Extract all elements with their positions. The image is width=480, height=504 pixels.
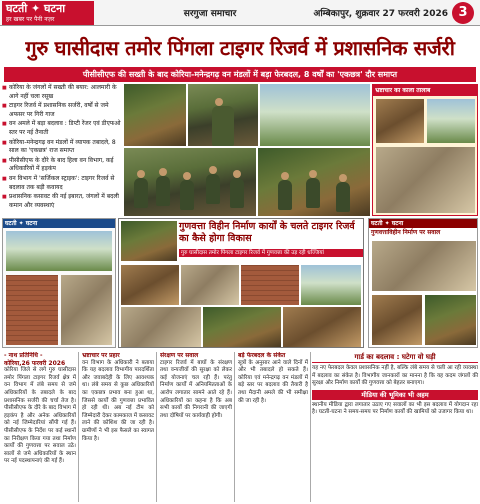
- right-news-panel: [372, 84, 478, 216]
- article-column: [238, 352, 308, 502]
- reserve-landscape-photo: [260, 84, 370, 146]
- newspaper-logo: [2, 1, 94, 25]
- sidebar-text: स्थानीय मीडिया द्वारा लगातार उठाए गए सवालों का भी इस बदलाव में योगदान रहा है। घटती-घटना ने समय-समय पर निर्माण कार्यों की खामियों को उजागर किया था।: [312, 401, 478, 416]
- panel-photo: [376, 147, 475, 213]
- right-panel-title: भ्रष्टाचार का काला तालाब: [373, 85, 477, 96]
- inset-photo: [6, 231, 112, 271]
- sidebar-subheading: मीडिया की भूमिका भी अहम: [312, 390, 478, 400]
- forest-photo: [124, 84, 186, 146]
- highlight-item: ■ प्रशासनिक कसावट की नई इबारत, जंगलों में बदली कमान और व्यवस्थाएं: [2, 193, 122, 210]
- column-text: कोरिया जिले से लगे गुरु घासीदास तमोर पिंगला टाइगर रिजर्व क्षेत्र में वन विभाग में लंबे समय से जमे अधिकारियों के तबादले के बाद प्रशासनिक सर्जरी की चर्चा तेज है। पीसीसीएफ के दौरे के बाद विभाग में हड़कंप है और अनेक अधिकारियों को नई जिम्मेदारियां सौंपी गई हैं। पीसीसीएफ के निर्देश पर कई स्थानों का निरीक्षण किया गया तथा निर्माण कार्यों की गुणवत्ता पर सवाल उठे। सालों से जमे अधिकारियों के स्थान पर नई पदस्थापनाएं की गई हैं।: [4, 367, 76, 465]
- inset-right-page: [368, 218, 478, 348]
- panel-photo: [376, 99, 424, 143]
- section-title: सरगुजा समाचार: [183, 9, 237, 19]
- highlight-item: ■ वन विभाग में 'सर्जिकल स्ट्राइक': टाइगर रिजर्व से बदलाव तक बड़ी कवायद: [2, 175, 122, 192]
- feature-photo: [203, 307, 281, 347]
- byline: - नाथ प्रतिनिधि -: [4, 352, 43, 359]
- column-text: वन विभाग के अधिकारी ने बताया कि यह बदलाव विभागीय पारदर्शिता और जवाबदेही के लिए आवश्यक था। लंबे समय से कुछ अधिकारियों का एकछत्र प्रभाव बना हुआ था, जिससे कार्यों की गुणवत्ता प्रभावित हो रही थी। अब नई टीम को जिम्मेदारी देकर कामकाज में कसावट लाने की कोशिश की जा रही है। ग्रामीणों ने भी इस फैसले का स्वागत किया है।: [82, 359, 154, 442]
- highlight-item: ■ वन अमले में बड़ा बदलाव : डिप्टी रेंजर एवं डीएफओ स्तर पर नई तैनाती: [2, 120, 122, 137]
- inset-newspaper-page: [2, 218, 116, 348]
- article-column: [4, 352, 76, 502]
- inset-right-band: घटती ✦ घटना: [369, 219, 477, 228]
- sidebar-heading: गार्ड का बदलाव : घटेगा वो घड़ी: [312, 352, 478, 363]
- highlight-item: ■ कोरिया के जंगलों में सख्ती की बयार: आलमारी के आगे नहीं चला रसूख: [2, 84, 122, 101]
- column-text: टाइगर रिजर्व में बाघों के संरक्षण तथा वन्यजीवों की सुरक्षा को लेकर कई योजनाएं चल रही हैं। परंतु निर्माण कार्यों में अनियमितताओं के आरोप लगातार सामने आते रहे हैं। अधिकारियों का कहना है कि अब सभी कार्यों की निगरानी की जाएगी तथा दोषियों पर कार्यवाही होगी।: [160, 359, 232, 419]
- highlight-item: ■ कोरिया-मनेन्द्रगढ़ वन मंडलों में व्यापक तबादले, 8 साल का 'एकछत्र' राज समाप्त: [2, 139, 122, 156]
- sidebar-text: यह नए फेरबदल केवल प्रशासनिक नहीं है, बल्कि लंबे समय से चली आ रही व्यवस्था में बदलाव का संकेत है। विभागीय जानकारों का मानना है कि यह कदम जंगलों की सुरक्षा और निर्माण कार्यों की गुणवत्ता को बेहतर बनाएगा।: [312, 365, 478, 387]
- column-heading: संरक्षण पर सवाल: [160, 352, 199, 359]
- feature-photo: [121, 307, 201, 347]
- sidebar-box: [312, 352, 478, 502]
- article-column: [82, 352, 154, 502]
- inset-photo: [372, 241, 476, 291]
- feature-photo: [181, 265, 239, 305]
- inset-page-band: घटती ✦ घटना: [3, 219, 115, 228]
- inset-photo: [6, 275, 58, 345]
- highlights-list: [2, 84, 122, 216]
- panel-photo: [427, 99, 475, 143]
- officer-portrait-photo: [188, 84, 258, 146]
- dateline: अम्बिकापुर, शुक्रवार 27 फरवरी 2026: [313, 9, 448, 19]
- feature-photo: [121, 265, 179, 305]
- field-inspection-photo: [258, 148, 370, 216]
- article-dateline: कोरिया,26 फरवरी 2026: [4, 359, 66, 367]
- inset-photo: [425, 295, 476, 345]
- sub-headline: पीसीसीएफ की सख्ती के बाद कोरिया-मनेन्द्रगढ़ वन मंडलों में बड़ा फेरबदल, 8 वर्षों का 'एकछत्र' दौर समाप्त: [4, 67, 476, 82]
- inset-photo: [372, 295, 422, 345]
- logo-tagline: हर खबर पर पैनी नज़र: [6, 16, 55, 23]
- main-headline: गुरु घासीदास तमोर पिंगला टाइगर रिजर्व में प्रशासनिक सर्जरी: [25, 36, 455, 60]
- logo-title: घटती ✦ घटना: [6, 2, 66, 15]
- column-heading: भ्रष्टाचार पर प्रहार: [82, 352, 120, 359]
- column-heading: बड़े फेरबदल के संकेत: [238, 352, 286, 359]
- feature-story: [118, 218, 364, 348]
- inset-photo: [61, 275, 112, 345]
- inset-right-title: गुणवत्ताविहीन निर्माण पर सवाल: [371, 229, 441, 236]
- feature-subline: गुरु घासीदास तमोर पिंगला टाइगर रिजर्व में गुणवत्ता की उड़ रही धज्जियां: [179, 249, 363, 257]
- page-number: 3: [452, 2, 474, 24]
- feature-photo: [283, 307, 361, 347]
- feature-photo: [241, 265, 299, 305]
- feature-headline: गुणवत्ता विहीन निर्माण कार्यों के चलते टाइगर रिजर्व का कैसे होगा विकास: [179, 221, 355, 244]
- column-text: सूत्रों के अनुसार आने वाले दिनों में और भी तबादले हो सकते हैं। कोरिया एवं मनेन्द्रगढ़ वन मंडलों में बड़े स्तर पर बदलाव की तैयारी है तथा मैदानी अमले की भी समीक्षा की जा रही है।: [238, 359, 308, 404]
- officials-group-photo: [124, 148, 256, 216]
- highlight-item: ■ पीसीसीएफ के दौरे के बाद हिला वन विभाग, कई अधिकारियों में हड़कंप: [2, 157, 122, 174]
- feature-thumb: [121, 221, 177, 261]
- feature-photo: [301, 265, 361, 305]
- highlight-item: ■ टाइगर रिजर्व में प्रशासनिक सर्जरी, वर्षों से जमे अफसर पर गिरी गाज: [2, 102, 122, 119]
- article-column: [160, 352, 232, 502]
